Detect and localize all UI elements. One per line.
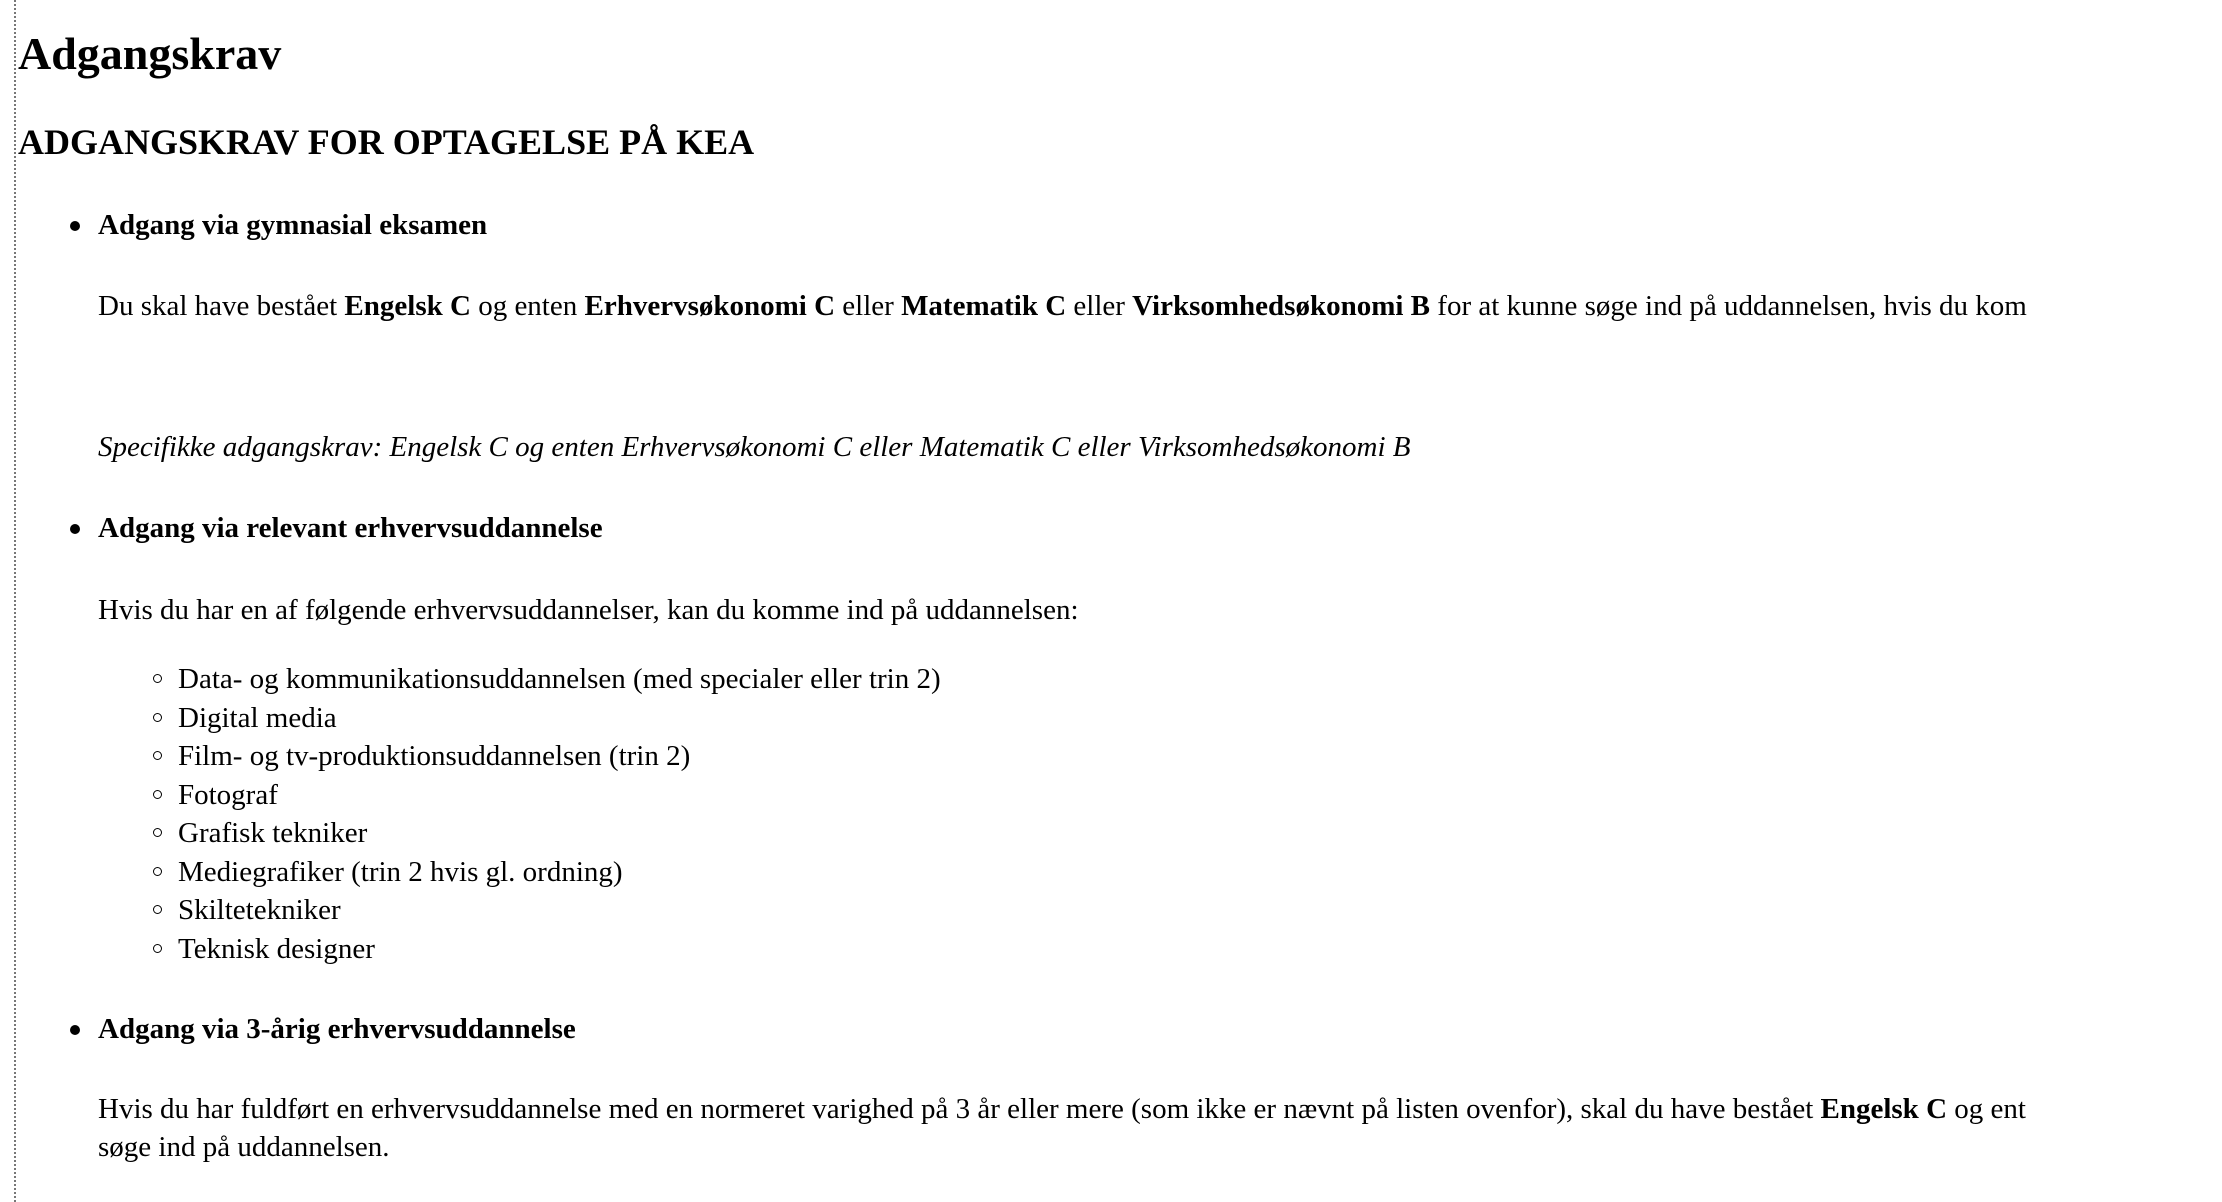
sublist-item-text: Mediegrafiker (trin 2 hvis gl. ordning) xyxy=(178,855,623,888)
paragraph-relevant-intro xyxy=(98,591,1079,629)
item-title: Adgang via gymnasial eksamen xyxy=(98,209,488,241)
sublist-item-text: Data- og kommunikationsuddannelsen (med specialer eller trin 2) xyxy=(178,663,941,695)
text-segment: Hvis du har fuldført en erhvervsuddannelse med en normeret varighed på 3 år eller mere (som ikke er nævnt på listen ovenfor), skal du have bestået xyxy=(98,1093,1821,1125)
paragraph-line: søge ind på uddannelsen. xyxy=(98,1131,390,1163)
list-item-gymnasial xyxy=(98,206,487,244)
bullet-icon xyxy=(70,524,80,534)
circle-bullet-icon xyxy=(153,751,162,760)
paragraph-gymnasial-requirements xyxy=(98,287,2027,325)
sublist-item-text: Film- og tv-produktionsuddannelsen (trin 2) xyxy=(178,740,691,772)
text-segment: eller xyxy=(835,290,902,322)
circle-bullet-icon xyxy=(153,790,162,799)
bullet-icon xyxy=(70,1025,80,1035)
document-page xyxy=(14,0,2222,1202)
sublist-erhvervsuddannelser xyxy=(178,660,941,968)
circle-bullet-icon xyxy=(153,674,162,683)
sublist-item-text: Skiltetekniker xyxy=(178,894,341,926)
bold-subject: Virksomhedsøkonomi B xyxy=(1132,290,1431,322)
bold-subject: Matematik C xyxy=(901,290,1067,322)
sublist-item xyxy=(178,853,941,892)
list-item-3aarig-erhvervsuddannelse xyxy=(98,1010,576,1048)
specific-requirements-text: Specifikke adgangskrav: Engelsk C og enten Erhvervsøkonomi C eller Matematik C eller Virksomhedsøkonomi B xyxy=(98,431,1411,463)
text-segment: for at kunne søge ind på uddannelsen, hvis du kom xyxy=(1430,290,2027,322)
sublist-item xyxy=(178,699,941,738)
circle-bullet-icon xyxy=(153,905,162,914)
sublist-item xyxy=(178,891,941,930)
paragraph-specific-requirements xyxy=(98,428,1410,466)
text-segment: og ent xyxy=(1947,1093,2026,1125)
bold-subject: Engelsk C xyxy=(1820,1093,1948,1125)
sublist-item-text: Digital media xyxy=(178,701,337,734)
paragraph-line xyxy=(98,1090,2026,1128)
sublist-item xyxy=(178,814,941,853)
bold-subject: Engelsk C xyxy=(344,290,471,322)
circle-bullet-icon xyxy=(153,713,162,722)
text-segment: Du skal have bestået xyxy=(98,290,345,322)
sublist-item-text: Grafisk tekniker xyxy=(178,817,368,849)
circle-bullet-icon xyxy=(153,828,162,837)
bullet-icon xyxy=(70,221,80,231)
circle-bullet-icon xyxy=(153,944,162,953)
page-title: Adgangskrav xyxy=(18,28,282,79)
text-segment: eller xyxy=(1066,290,1133,322)
sublist-item xyxy=(178,737,941,776)
section-heading: ADGANGSKRAV FOR OPTAGELSE PÅ KEA xyxy=(18,122,755,162)
text-segment: og enten xyxy=(470,290,585,322)
item-title: Adgang via 3-årig erhvervsuddannelse xyxy=(98,1013,576,1045)
sublist-item xyxy=(178,930,941,969)
sublist-item-text: Teknisk designer xyxy=(178,932,375,965)
circle-bullet-icon xyxy=(153,867,162,876)
paragraph-3aarig-requirements xyxy=(98,1090,2026,1166)
sublist-item xyxy=(178,660,941,699)
sublist-item-text: Fotograf xyxy=(178,778,278,811)
item-title: Adgang via relevant erhvervsuddannelse xyxy=(98,512,603,544)
list-item-relevant-erhvervsuddannelse xyxy=(98,509,603,547)
sublist-item xyxy=(178,776,941,815)
bold-subject: Erhvervsøkonomi C xyxy=(584,290,836,322)
intro-text: Hvis du har en af følgende erhvervsuddannelser, kan du komme ind på uddannelsen: xyxy=(98,594,1079,626)
